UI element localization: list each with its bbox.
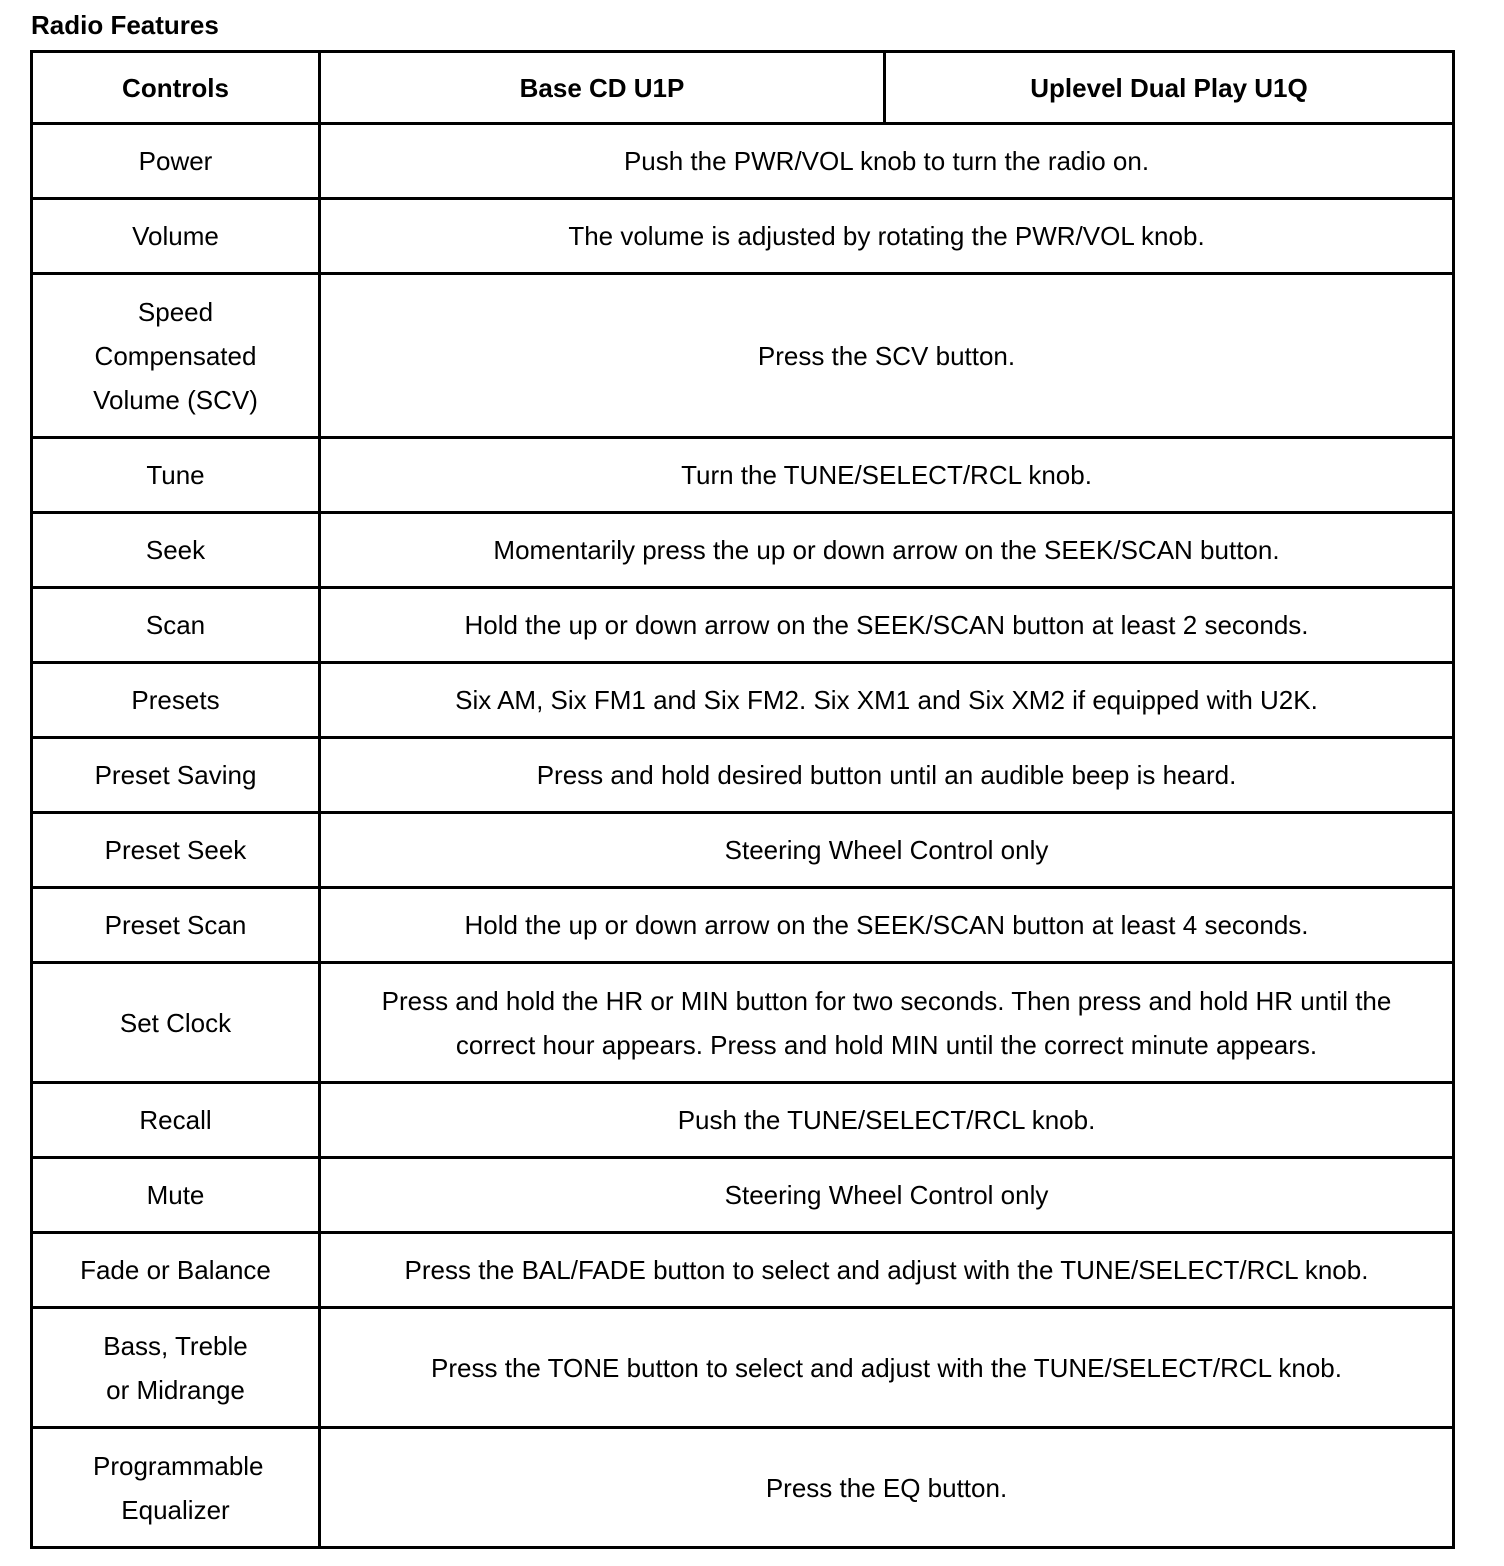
- control-cell: Volume: [32, 199, 320, 274]
- description-cell: Six AM, Six FM1 and Six FM2. Six XM1 and Six XM2 if equipped with U2K.: [320, 663, 1454, 738]
- control-cell: Preset Scan: [32, 888, 320, 963]
- table-row: [32, 663, 1454, 738]
- table-row: [32, 438, 1454, 513]
- control-cell: Recall: [32, 1083, 320, 1158]
- table-row: [32, 588, 1454, 663]
- description-cell: The volume is adjusted by rotating the PWR/VOL knob.: [320, 199, 1454, 274]
- description-cell: Push the TUNE/SELECT/RCL knob.: [320, 1083, 1454, 1158]
- control-cell: Preset Saving: [32, 738, 320, 813]
- description-cell: Press the SCV button.: [320, 274, 1454, 438]
- table-row: [32, 199, 1454, 274]
- control-cell: Programmable Equalizer: [32, 1428, 320, 1548]
- table-row: [32, 124, 1454, 199]
- description-cell: Press and hold the HR or MIN button for two seconds. Then press and hold HR until the correct hour appears. Press and hold MIN until the correct minute appears.: [320, 963, 1454, 1083]
- control-cell: Fade or Balance: [32, 1233, 320, 1308]
- header-base-cd: Base CD U1P: [320, 52, 885, 124]
- description-cell: Push the PWR/VOL knob to turn the radio on.: [320, 124, 1454, 199]
- description-cell: Turn the TUNE/SELECT/RCL knob.: [320, 438, 1454, 513]
- radio-features-table: [30, 50, 1455, 1549]
- table-row: [32, 1158, 1454, 1233]
- description-cell: Press the BAL/FADE button to select and adjust with the TUNE/SELECT/RCL knob.: [320, 1233, 1454, 1308]
- description-cell: Momentarily press the up or down arrow on the SEEK/SCAN button.: [320, 513, 1454, 588]
- description-cell: Hold the up or down arrow on the SEEK/SCAN button at least 2 seconds.: [320, 588, 1454, 663]
- control-cell: Tune: [32, 438, 320, 513]
- table-row: [32, 1308, 1454, 1428]
- control-cell: Bass, Treble or Midrange: [32, 1308, 320, 1428]
- table-row: [32, 888, 1454, 963]
- header-uplevel-dual-play: Uplevel Dual Play U1Q: [885, 52, 1454, 124]
- control-cell: Power: [32, 124, 320, 199]
- control-cell: Scan: [32, 588, 320, 663]
- description-cell: Hold the up or down arrow on the SEEK/SCAN button at least 4 seconds.: [320, 888, 1454, 963]
- header-controls: Controls: [32, 52, 320, 124]
- table-row: [32, 813, 1454, 888]
- description-cell: Press the TONE button to select and adjust with the TUNE/SELECT/RCL knob.: [320, 1308, 1454, 1428]
- header-row: [32, 52, 1454, 124]
- table-row: [32, 738, 1454, 813]
- table-row: [32, 513, 1454, 588]
- description-cell: Press and hold desired button until an audible beep is heard.: [320, 738, 1454, 813]
- table-row: [32, 1428, 1454, 1548]
- control-cell: Presets: [32, 663, 320, 738]
- control-cell: Mute: [32, 1158, 320, 1233]
- description-cell: Steering Wheel Control only: [320, 1158, 1454, 1233]
- control-cell: Seek: [32, 513, 320, 588]
- table-row: [32, 963, 1454, 1083]
- description-cell: Steering Wheel Control only: [320, 813, 1454, 888]
- table-row: [32, 274, 1454, 438]
- table-row: [32, 1233, 1454, 1308]
- control-cell: Preset Seek: [32, 813, 320, 888]
- control-cell: Speed Compensated Volume (SCV): [32, 274, 320, 438]
- control-cell: Set Clock: [32, 963, 320, 1083]
- table-row: [32, 1083, 1454, 1158]
- description-cell: Press the EQ button.: [320, 1428, 1454, 1548]
- document-title: Radio Features: [31, 10, 219, 40]
